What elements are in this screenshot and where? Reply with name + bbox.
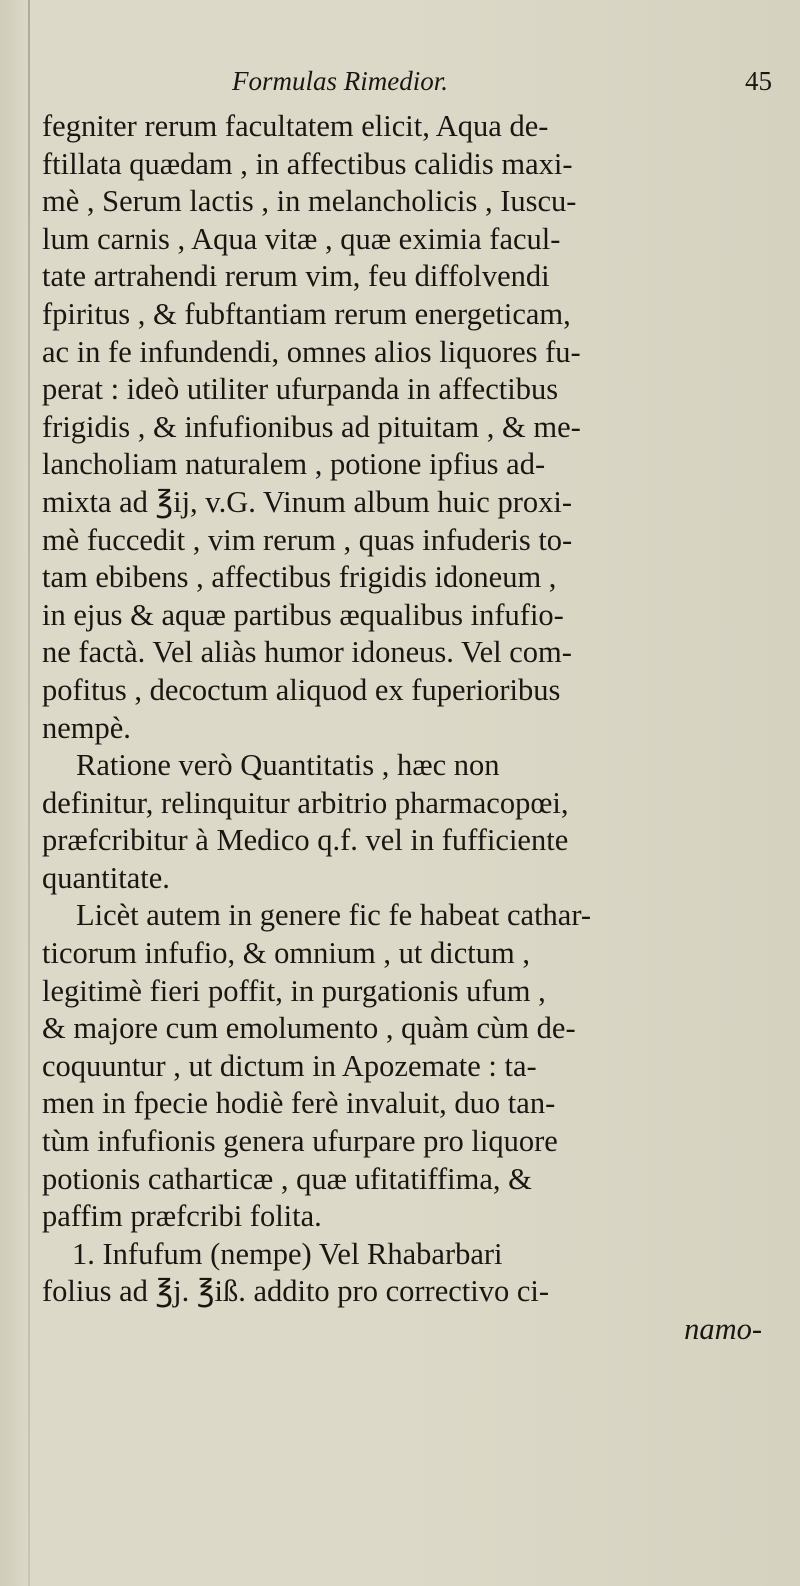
page-gutter (28, 0, 30, 1586)
text-line: ne factà. Vel aliàs humor idoneus. Vel com- (42, 635, 572, 670)
text-line: præfcribitur à Medico q.f. vel in fufficiente (42, 823, 569, 858)
text-line: ticorum infufio, & omnium , ut dictum , (42, 936, 530, 971)
text-line: nempè. (42, 710, 131, 745)
text-line: tùm infufionis genera ufurpare pro liquore (42, 1124, 558, 1159)
text-line: mè , Serum lactis , in melancholicis , Iuscu- (42, 184, 577, 219)
text-line: Ratione verò Quantitatis , hæc non (76, 748, 500, 783)
body-text (42, 108, 762, 1349)
text-line: definitur, relinquitur arbitrio pharmacopœi, (42, 785, 569, 820)
page-number: 45 (745, 66, 772, 96)
catchword: namo- (684, 1312, 762, 1346)
text-line: & majore cum emolumento , quàm cùm de- (42, 1011, 576, 1046)
text-line: Licèt autem in genere fic fe habeat cathar- (76, 898, 592, 933)
text-line: potionis catharticæ , quæ ufitatiffima, & (42, 1161, 532, 1196)
text-line: ac in fe infundendi, omnes alios liquores fu- (42, 334, 581, 369)
text-line: tate artrahendi rerum vim, feu diffolvendi (42, 259, 550, 294)
text-line: mè fuccedit , vim rerum , quas infuderis to- (42, 522, 573, 557)
text-line: ftillata quædam , in affectibus calidis maxi- (42, 146, 573, 181)
text-line: folius ad ℥j. ℥iß. addito pro correctivo ci- (42, 1274, 550, 1309)
text-line: legitimè fieri poffit, in purgationis ufum , (42, 973, 546, 1008)
text-line: fegniter rerum facultatem elicit, Aqua de- (42, 109, 549, 143)
text-line: lum carnis , Aqua vitæ , quæ eximia facul- (42, 221, 561, 256)
text-line: frigidis , & infufionibus ad pituitam , & me- (42, 409, 581, 444)
page-header (232, 60, 772, 100)
text-line: fpiritus , & fubftantiam rerum energeticam, (42, 296, 571, 331)
text-line: men in fpecie hodiè ferè invaluit, duo tan- (42, 1086, 556, 1121)
text-line: in ejus & aquæ partibus æqualibus infufio- (42, 597, 564, 632)
running-title: Formulas Rimedior. (232, 66, 448, 96)
text-line: perat : ideò utiliter ufurpanda in affectibus (42, 372, 559, 407)
text-line: quantitate. (42, 860, 170, 895)
text-line: 1. Infufum (nempe) Vel Rhabarbari (72, 1236, 503, 1271)
text-line: mixta ad ℥ij, v.G. Vinum album huic proxi- (42, 484, 572, 519)
text-line: lancholiam naturalem , potione ipfius ad- (42, 447, 546, 482)
text-line: coquuntur , ut dictum in Apozemate : ta- (42, 1048, 537, 1083)
text-line: pofitus , decoctum aliquod ex fuperioribus (42, 672, 561, 707)
text-line: paffim præfcribi folita. (42, 1199, 322, 1234)
text-line: tam ebibens , affectibus frigidis idoneum , (42, 560, 557, 595)
